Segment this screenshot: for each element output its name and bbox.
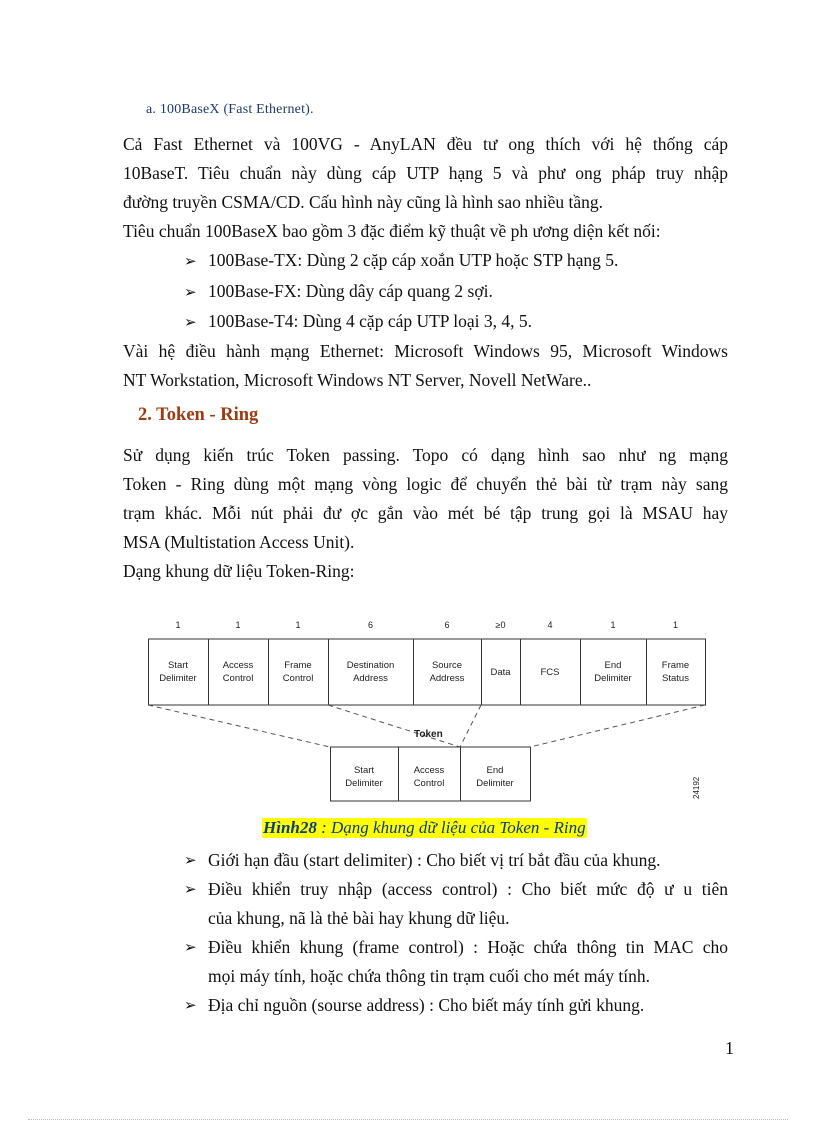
field-label: Address — [353, 673, 388, 684]
field-label: Control — [282, 673, 314, 684]
list-item — [184, 307, 532, 337]
list-item-text: của khung, nã là thẻ bài hay khung dữ liệu. — [208, 908, 510, 928]
list-item-text: Điều khiển truy nhập (access control) : Cho biết mức độ ư u tiên — [208, 879, 728, 899]
arrow-bullet-icon: ➢ — [184, 313, 197, 331]
text-line: MSA (Multistation Access Unit). — [123, 532, 355, 552]
list-item-text: Điều khiển khung (frame control) : Hoặc chứa thông tin MAC cho — [208, 937, 728, 957]
list-item — [184, 933, 728, 991]
list-item-text: Giới hạn đầu (start delimiter) : Cho biết vị trí bắt đầu của khung. — [208, 850, 661, 870]
list-item-text: 100Base-TX: Dùng 2 cặp cáp xoắn UTP hoặc STP hạng 5. — [208, 250, 619, 270]
list-item-text: 100Base-T4: Dùng 4 cặp cáp UTP loại 3, 4, 5. — [208, 311, 533, 331]
frame-field — [647, 620, 706, 705]
list-item — [184, 846, 728, 875]
token-row — [331, 747, 531, 801]
field-label: Data — [490, 667, 511, 678]
arrow-bullet-icon: ➢ — [184, 252, 197, 270]
token-field — [399, 747, 461, 801]
dashed-connectors — [148, 705, 705, 747]
field-size: 6 — [444, 620, 450, 630]
arrow-bullet-icon: ➢ — [184, 283, 197, 301]
field-label: Control — [222, 673, 254, 684]
text-line: Vài hệ điều hành mạng Ethernet: Microsoft Windows 95, Microsoft Windows — [123, 341, 728, 361]
field-label: FCS — [540, 667, 560, 678]
field-label: Access — [222, 660, 254, 671]
paragraph-os — [123, 337, 728, 395]
frame-field — [269, 620, 329, 705]
frame-field — [209, 620, 269, 705]
footer-rule — [28, 1119, 788, 1120]
figure-id: 24192 — [692, 776, 701, 799]
list-item — [184, 991, 728, 1020]
token-field — [331, 747, 399, 801]
field-size: 1 — [672, 620, 679, 630]
text-line: Sử dụng kiến trúc Token passing. Topo có dạng hình sao như ng mạng — [123, 445, 728, 465]
section-2-heading: 2. Token - Ring — [138, 405, 259, 425]
field-label: Delimiter — [476, 778, 514, 789]
arrow-bullet-icon: ➢ — [184, 880, 197, 898]
field-size: 1 — [235, 620, 241, 630]
field-label: Delimiter — [594, 673, 632, 684]
text-line: trạm khác. Mỗi nút phải đư ợc gắn vào mét bé tập trung gọi là MSAU hay — [123, 503, 728, 523]
list-item — [184, 875, 728, 933]
field-size: ≥0 — [495, 620, 506, 630]
frame-field — [521, 620, 581, 705]
list-item-text: mọi máy tính, hoặc chứa thông tin trạm cuối cho mét máy tính. — [208, 966, 651, 986]
field-label: End — [604, 660, 622, 671]
field-label: Start — [167, 660, 189, 671]
field-size: 4 — [547, 620, 553, 630]
arrow-bullet-icon: ➢ — [184, 938, 197, 956]
caption-label: Hình28 — [263, 818, 317, 837]
field-label: Frame — [284, 660, 312, 671]
text-line: Dạng khung dữ liệu Token-Ring: — [123, 561, 355, 581]
token-ring-frame-diagram — [148, 616, 708, 811]
list-item-text: Địa chỉ nguồn (sourse address) : Cho biết máy tính gửi khung. — [208, 995, 645, 1015]
paragraph-fast-ethernet — [123, 130, 728, 246]
list-item-text: 100Base-FX: Dùng dây cáp quang 2 sợi. — [208, 281, 493, 301]
field-size: 6 — [367, 620, 374, 630]
arrow-bullet-icon: ➢ — [184, 996, 197, 1014]
text-line: Cả Fast Ethernet và 100VG - AnyLAN đều tư ong thích với hệ thống cáp — [123, 134, 728, 154]
frame-field — [581, 620, 647, 705]
figure-caption — [262, 818, 587, 838]
frame-field — [414, 620, 482, 705]
field-size: 1 — [610, 620, 616, 630]
field-label: Destination — [346, 660, 395, 671]
field-label: Address — [429, 673, 465, 684]
field-label: Start — [353, 765, 375, 776]
text-line: 10BaseT. Tiêu chuẩn này dùng cáp UTP hạng 5 và phư ong pháp truy nhập — [123, 163, 728, 183]
paragraph-token-ring — [123, 441, 728, 586]
field-label: Access — [413, 765, 445, 776]
field-label: Frame — [661, 660, 690, 671]
token-field — [461, 747, 531, 801]
field-size: 1 — [295, 620, 301, 630]
page-number: 1 — [725, 1038, 734, 1058]
field-label: Delimiter — [159, 673, 197, 684]
field-label: Delimiter — [345, 778, 383, 789]
section-a-heading: a. 100BaseX (Fast Ethernet). — [146, 102, 314, 117]
token-label: Token — [414, 729, 443, 740]
field-size: 1 — [175, 620, 181, 630]
frame-field — [329, 620, 414, 705]
list-item — [184, 277, 493, 307]
field-label: End — [486, 765, 504, 776]
list-item — [184, 246, 618, 276]
arrow-bullet-icon: ➢ — [184, 851, 197, 869]
text-line: Token - Ring dùng một mạng vòng logic để chuyển thẻ bài từ trạm này sang — [123, 474, 728, 494]
frame-field — [149, 620, 209, 705]
frame-row — [149, 620, 706, 705]
text-line: đường truyền CSMA/CD. Cấu hình này cũng là hình sao nhiều tầng. — [123, 192, 604, 212]
text-line: NT Workstation, Microsoft Windows NT Server, Novell NetWare.. — [123, 370, 592, 390]
field-label: Control — [413, 778, 445, 789]
text-line: Tiêu chuẩn 100BaseX bao gồm 3 đặc điểm kỹ thuật về ph ương diện kết nối: — [123, 221, 661, 241]
frame-field — [482, 620, 521, 705]
caption-text: : Dạng khung dữ liệu của Token - Ring — [316, 818, 586, 837]
field-label: Source — [431, 660, 463, 671]
field-label: Status — [662, 673, 689, 684]
